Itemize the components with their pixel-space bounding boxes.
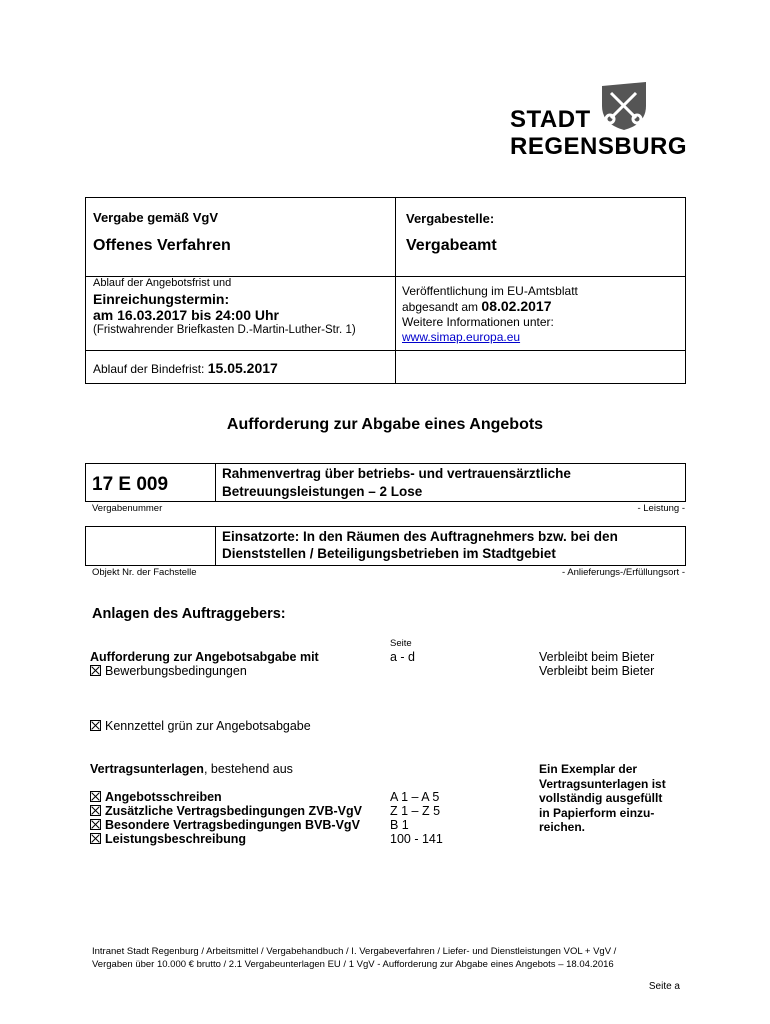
checked-checkbox-icon[interactable] [90, 720, 101, 731]
checked-checkbox-icon[interactable] [90, 833, 101, 844]
tender-number-caption: Vergabenummer [92, 503, 163, 514]
contract-item-label: Besondere Vertragsbedingungen BVB-VgV [90, 818, 360, 832]
card-item [90, 719, 311, 733]
checked-checkbox-icon[interactable] [90, 819, 101, 830]
deadline-note: (Fristwahrender Briefkasten D.-Martin-Luther-Str. 1) [93, 324, 356, 336]
deadline-title: Einreichungstermin: [93, 291, 230, 307]
publication-sent [402, 298, 551, 314]
conditions-note: Verbleibt beim Bieter [539, 664, 655, 678]
info-label: Weitere Informationen unter: [402, 315, 554, 329]
checked-checkbox-icon[interactable] [90, 791, 101, 802]
deadline-value: am 16.03.2017 bis 24:00 Uhr [93, 307, 280, 323]
contract-label-bold: Vertragsunterlagen [90, 762, 204, 776]
logo-text-regensburg: REGENSBURG [510, 133, 688, 160]
procedure-type: Offenes Verfahren [93, 237, 231, 254]
request-pages: a - d [390, 650, 416, 664]
publication-line: Veröffentlichung im EU-Amtsblatt [402, 284, 578, 298]
deadline-intro: Ablauf der Angebotsfrist und [93, 277, 232, 289]
publication-prefix: abgesandt am [402, 300, 479, 314]
contract-item-label: Zusätzliche Vertragsbedingungen ZVB-VgV [90, 804, 362, 818]
service-description-2: Betreuungsleistungen – 2 Lose [222, 484, 423, 499]
page-number: Seite a [648, 981, 680, 992]
contract-item-pages: Z 1 – Z 5 [390, 804, 441, 818]
footer-path-2: Vergaben über 10.000 € brutto / 2.1 Vergabeunterlagen EU / 1 VgV - Aufforderung zur Abgabe eines Angebots – 18.04.2016 [92, 959, 614, 970]
contract-item-pages: B 1 [390, 818, 409, 832]
object-caption: Objekt Nr. der Fachstelle [92, 567, 197, 578]
logo-text-stadt: STADT [510, 106, 591, 133]
binding-label: Ablauf der Bindefrist: [93, 362, 205, 376]
page-title: Aufforderung zur Abgabe eines Angebots [226, 416, 544, 433]
contracting-office: Vergabeamt [406, 237, 497, 254]
request-note: Verbleibt beim Bieter [539, 650, 655, 664]
contract-item-label: Angebotsschreiben [90, 790, 222, 804]
checked-checkbox-icon[interactable] [90, 665, 101, 676]
service-caption: - Leistung - [637, 503, 685, 514]
attachments-heading: Anlagen des Auftraggebers: [92, 606, 286, 622]
contract-heading [90, 762, 293, 776]
contract-item-pages: A 1 – A 5 [390, 790, 440, 804]
location-line-1: Einsatzorte: In den Räumen des Auftragnehmers bzw. bei den [222, 529, 618, 544]
page-column-header: Seite [390, 638, 412, 649]
footer-path-1: Intranet Stadt Regenburg / Arbeitsmittel / Vergabehandbuch / I. Vergabeverfahren / Liefer- und Dienstleistungen VOL + VgV / [92, 946, 617, 957]
binding-period [93, 360, 278, 376]
binding-date: 15.05.2017 [207, 360, 278, 376]
contracting-office-label: Vergabestelle: [406, 211, 495, 226]
card-label: Kennzettel grün zur Angebotsabgabe [105, 719, 311, 733]
request-label: Aufforderung zur Angebotsabgabe mit [90, 650, 319, 664]
conditions-label: Bewerbungsbedingungen [105, 664, 247, 678]
publication-date: 08.02.2017 [481, 298, 552, 314]
contract-note: Ein Exemplar der Vertragsunterlagen ist vollständig ausgefüllt in Papierform einzu- reichen. [539, 762, 666, 834]
conditions-item [90, 664, 247, 678]
service-description-1: Rahmenvertrag über betriebs- und vertrauensärztliche [222, 466, 571, 481]
procedure-label: Vergabe gemäß VgV [93, 210, 218, 225]
contract-item-label: Leistungsbeschreibung [90, 832, 246, 846]
location-line-2: Dienststellen / Beteiligungsbetrieben im Stadtgebiet [222, 546, 556, 561]
city-logo [510, 80, 688, 160]
contract-label-rest: , bestehend aus [203, 762, 293, 776]
simap-link[interactable]: www.simap.europa.eu [402, 330, 521, 344]
checked-checkbox-icon[interactable] [90, 805, 101, 816]
location-caption: - Anlieferungs-/Erfüllungsort - [561, 567, 685, 578]
contract-item-pages: 100 - 141 [390, 832, 443, 846]
tender-number: 17 E 009 [92, 474, 169, 495]
coat-of-arms-icon [598, 80, 650, 132]
